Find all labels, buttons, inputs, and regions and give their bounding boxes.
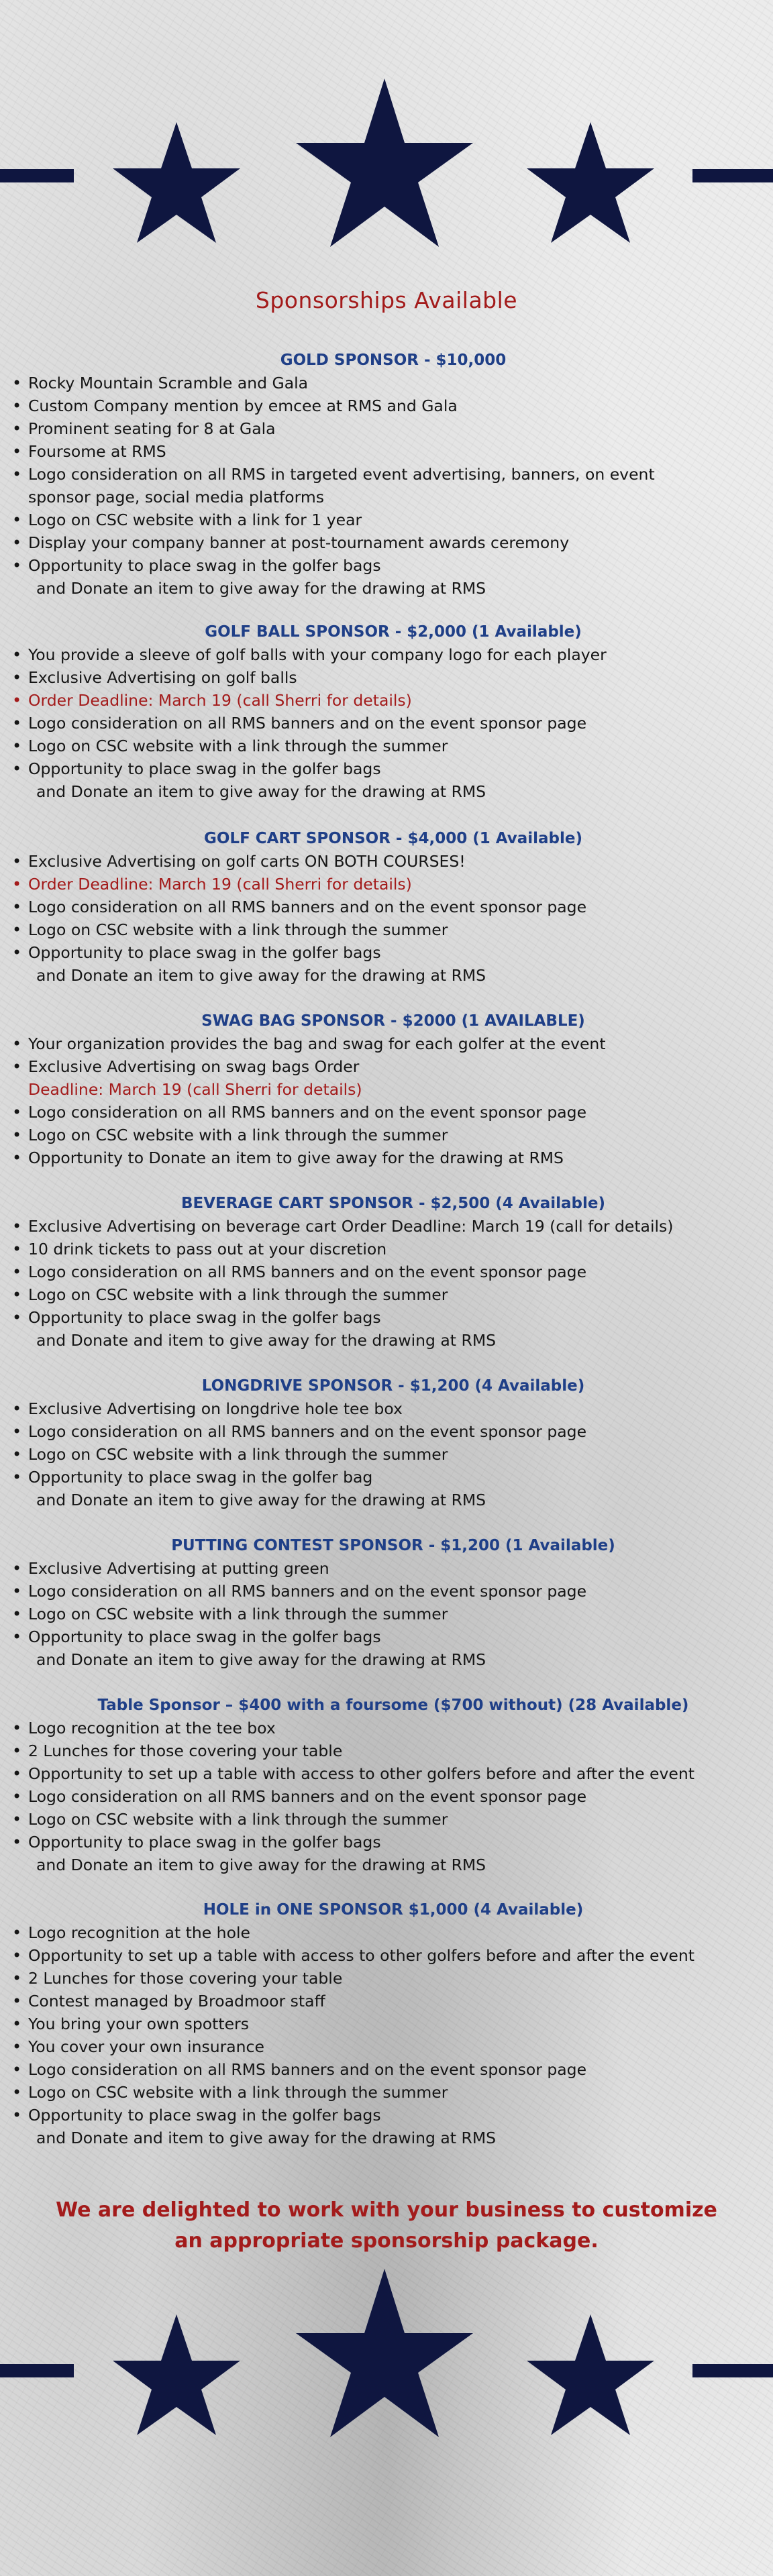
benefit-list [0, 1717, 773, 1876]
star-icon [527, 2314, 654, 2435]
list-item: and Donate an item to give away for the drawing at RMS [36, 579, 486, 598]
list-item: • Order Deadline: March 19 (call Sherri for details) [12, 873, 773, 896]
section-heading: Table Sponsor – $400 with a foursome ($700 without) (28 Available) [97, 1697, 689, 1714]
list-item: • Exclusive Advertising at putting green [12, 1557, 773, 1580]
star-icon [113, 122, 240, 243]
list-item: • Rocky Mountain Scramble and Gala [12, 372, 773, 394]
benefit-list [0, 643, 773, 803]
list-item: • Logo on CSC website with a link through the summer [12, 2081, 773, 2104]
list-item: • Logo on CSC website with a link through the summer [12, 735, 773, 757]
section-heading: LONGDRIVE SPONSOR - $1,200 (4 Available) [201, 1377, 585, 1395]
sponsor-section [0, 1375, 773, 1511]
list-item: • Logo on CSC website with a link through the summer [12, 1283, 773, 1306]
top-star-banner [0, 67, 773, 268]
sponsor-section [0, 1898, 773, 2149]
benefit-list [0, 1557, 773, 1671]
sponsor-section [0, 1694, 773, 1876]
list-item: • Logo consideration on all RMS banners and on the event sponsor page [12, 1420, 773, 1443]
list-item: • Exclusive Advertising on golf carts ON BOTH COURSES! [12, 850, 773, 873]
list-item: • Prominent seating for 8 at Gala [12, 417, 773, 440]
benefit-list [0, 850, 773, 987]
list-item: • Logo on CSC website with a link through the summer [12, 1808, 773, 1831]
list-item: • Opportunity to place swag in the golfer bags [12, 1306, 773, 1329]
list-item: • 10 drink tickets to pass out at your discretion [12, 1238, 773, 1260]
list-item: • 2 Lunches for those covering your table [12, 1739, 773, 1762]
star-icon [296, 2269, 473, 2437]
section-heading: PUTTING CONTEST SPONSOR - $1,200 (1 Available) [171, 1537, 615, 1554]
list-item: Deadline: March 19 (call Sherri for details) [28, 1080, 362, 1099]
list-item: • Your organization provides the bag and swag for each golfer at the event [12, 1032, 773, 1055]
list-item: • Exclusive Advertising on swag bags Order [12, 1055, 773, 1078]
list-item: and Donate an item to give away for the drawing at RMS [36, 1491, 486, 1509]
section-heading: GOLF BALL SPONSOR - $2,000 (1 Available) [205, 623, 582, 641]
stripe-left [0, 2364, 74, 2377]
sponsor-section [0, 1534, 773, 1671]
list-item: • Logo on CSC website with a link through the summer [12, 1124, 773, 1146]
list-item: • Display your company banner at post-tournament awards ceremony [12, 531, 773, 554]
sponsor-section [0, 1010, 773, 1169]
list-item: • Opportunity to place swag in the golfer bags [12, 2104, 773, 2127]
list-item: • Opportunity to place swag in the golfer bags [12, 554, 773, 577]
list-item: • You bring your own spotters [12, 2012, 773, 2035]
section-heading: GOLF CART SPONSOR - $4,000 (1 Available) [204, 830, 582, 847]
list-item: • Foursome at RMS [12, 440, 773, 463]
list-item: • Contest managed by Broadmoor staff [12, 1990, 773, 2012]
sponsor-section [0, 349, 773, 600]
section-heading: GOLD SPONSOR - $10,000 [280, 352, 507, 369]
star-icon [527, 122, 654, 243]
list-item: • Logo consideration on all RMS banners and on the event sponsor page [12, 712, 773, 735]
list-item: • Logo consideration on all RMS in targeted event advertising, banners, on event [12, 463, 773, 486]
benefit-list [0, 1032, 773, 1169]
list-item: and Donate and item to give away for the drawing at RMS [36, 1331, 497, 1350]
list-item: • 2 Lunches for those covering your table [12, 1967, 773, 1990]
benefit-list [0, 1215, 773, 1352]
list-item: • Exclusive Advertising on golf balls [12, 666, 773, 689]
list-item: • Logo on CSC website with a link through the summer [12, 918, 773, 941]
page-title: Sponsorships Available [255, 287, 518, 313]
list-item: • Logo consideration on all RMS banners and on the event sponsor page [12, 1260, 773, 1283]
list-item: • Opportunity to place swag in the golfer bags [12, 757, 773, 780]
list-item: • Logo recognition at the tee box [12, 1717, 773, 1739]
list-item: and Donate an item to give away for the drawing at RMS [36, 1856, 486, 1874]
list-item: • Logo consideration on all RMS banners and on the event sponsor page [12, 896, 773, 918]
section-heading: HOLE in ONE SPONSOR $1,000 (4 Available) [203, 1901, 584, 1919]
list-item: sponsor page, social media platforms [28, 488, 325, 506]
list-item: • Exclusive Advertising on beverage cart Order Deadline: March 19 (call for details) [12, 1215, 773, 1238]
sponsor-section [0, 621, 773, 803]
list-item: • Logo consideration on all RMS banners and on the event sponsor page [12, 2058, 773, 2081]
list-item: • Logo on CSC website with a link for 1 year [12, 508, 773, 531]
list-item: • Opportunity to place swag in the golfer bag [12, 1466, 773, 1489]
list-item: and Donate and item to give away for the drawing at RMS [36, 2129, 497, 2147]
list-item: • You cover your own insurance [12, 2035, 773, 2058]
section-heading: BEVERAGE CART SPONSOR - $2,500 (4 Available) [181, 1195, 606, 1212]
star-icon [296, 78, 473, 247]
list-item: • Opportunity to set up a table with access to other golfers before and after the event [12, 1944, 773, 1967]
list-item: • Logo on CSC website with a link through the summer [12, 1443, 773, 1466]
list-item: and Donate an item to give away for the drawing at RMS [36, 782, 486, 801]
list-item: • Opportunity to place swag in the golfer bags [12, 1625, 773, 1648]
benefit-list [0, 372, 773, 600]
list-item: • Order Deadline: March 19 (call Sherri for details) [12, 689, 773, 712]
benefit-list [0, 1921, 773, 2149]
list-item: and Donate an item to give away for the drawing at RMS [36, 1650, 486, 1669]
sponsor-section [0, 827, 773, 987]
list-item: • Logo on CSC website with a link through the summer [12, 1603, 773, 1625]
list-item: • Opportunity to set up a table with access to other golfers before and after the event [12, 1762, 773, 1785]
star-icon [113, 2314, 240, 2435]
list-item: • Logo consideration on all RMS banners and on the event sponsor page [12, 1101, 773, 1124]
stripe-left [0, 169, 74, 182]
list-item: • Exclusive Advertising on longdrive hole tee box [12, 1397, 773, 1420]
sponsor-section [0, 1192, 773, 1352]
list-item: • Opportunity to place swag in the golfer bags [12, 941, 773, 964]
list-item: and Donate an item to give away for the drawing at RMS [36, 966, 486, 985]
stripe-right [692, 2364, 773, 2377]
list-item: • Logo consideration on all RMS banners and on the event sponsor page [12, 1785, 773, 1808]
section-heading: SWAG BAG SPONSOR - $2000 (1 AVAILABLE) [201, 1012, 585, 1030]
bottom-star-banner [0, 2267, 773, 2469]
list-item: • Logo recognition at the hole [12, 1921, 773, 1944]
closing-message: We are delighted to work with your business to customize an appropriate sponsorship package. [56, 2198, 717, 2253]
list-item: • Custom Company mention by emcee at RMS and Gala [12, 394, 773, 417]
list-item: • Opportunity to place swag in the golfer bags [12, 1831, 773, 1854]
benefit-list [0, 1397, 773, 1511]
stripe-right [692, 169, 773, 182]
list-item: • You provide a sleeve of golf balls with your company logo for each player [12, 643, 773, 666]
list-item: • Opportunity to Donate an item to give away for the drawing at RMS [12, 1146, 773, 1169]
list-item: • Logo consideration on all RMS banners and on the event sponsor page [12, 1580, 773, 1603]
